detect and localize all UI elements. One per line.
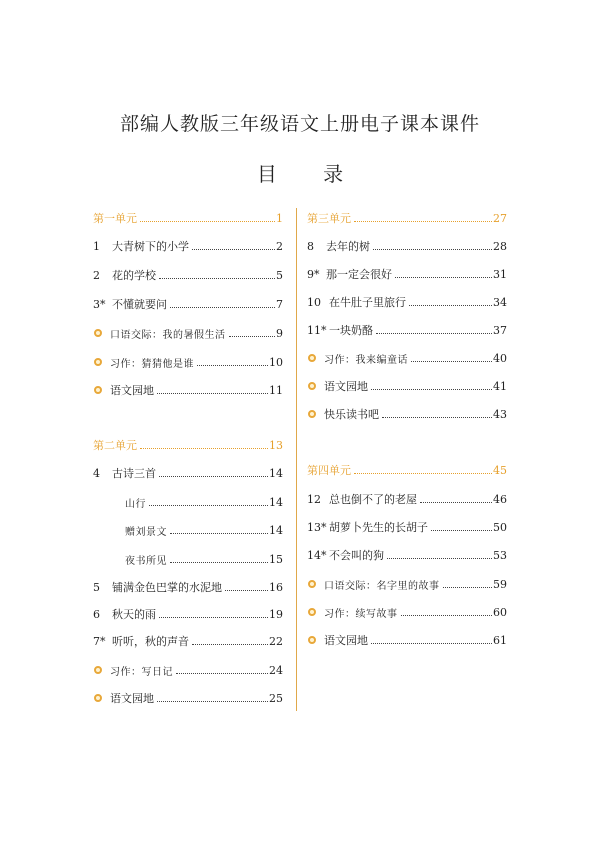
leader-dots	[431, 529, 492, 531]
leader-dots	[157, 392, 268, 394]
unit-heading-3[interactable]	[307, 210, 507, 226]
toc-entry[interactable]	[307, 491, 507, 507]
leader-dots	[409, 304, 492, 306]
toc-entry[interactable]	[307, 632, 507, 648]
lesson-number: 11*	[307, 323, 327, 337]
circle-bullet-icon	[94, 358, 102, 366]
lesson-title: 花的学校	[112, 269, 156, 282]
page-number: 40	[493, 351, 507, 365]
lesson-number: 9*	[307, 267, 320, 281]
toc-entry[interactable]	[307, 238, 507, 254]
toc-entry[interactable]	[307, 266, 507, 282]
toc-subentry[interactable]	[125, 522, 283, 538]
section-title: 快乐读书吧	[324, 408, 379, 421]
section-title: 语文园地	[324, 634, 368, 647]
leader-dots	[192, 248, 275, 250]
poem-title: 山行	[125, 498, 146, 510]
leader-dots	[373, 248, 492, 250]
leader-dots	[420, 501, 492, 503]
leader-dots	[225, 589, 268, 591]
toc-entry[interactable]	[307, 519, 507, 535]
section-title: 语文园地	[324, 380, 368, 393]
toc-entry[interactable]	[307, 406, 507, 422]
leader-dots	[443, 586, 493, 588]
page-number: 46	[493, 492, 507, 506]
page-number: 9	[276, 326, 283, 340]
page-number: 24	[269, 663, 283, 677]
page-number: 1	[276, 211, 283, 225]
page-number: 27	[493, 211, 507, 225]
lesson-number: 10	[307, 295, 321, 309]
toc-entry[interactable]	[307, 547, 507, 563]
toc-entry[interactable]	[93, 606, 283, 622]
document-title: 部编人教版三年级语文上册电子课本课件	[119, 113, 480, 135]
toc-entry[interactable]	[93, 382, 283, 398]
leader-dots	[159, 616, 268, 618]
toc-entry[interactable]	[307, 604, 507, 620]
page-number: 7	[276, 297, 283, 311]
lesson-title: 听听，秋的声音	[112, 635, 189, 648]
toc-entry[interactable]	[307, 378, 507, 394]
page-number: 60	[493, 605, 507, 619]
leader-dots	[140, 220, 275, 222]
lesson-number: 7*	[93, 634, 106, 648]
page-number: 31	[493, 267, 507, 281]
leader-dots	[411, 360, 492, 362]
circle-bullet-icon	[94, 329, 102, 337]
poem-title: 赠刘景文	[125, 526, 167, 538]
lesson-number: 2	[93, 268, 100, 282]
page-number: 10	[269, 355, 283, 369]
leader-dots	[149, 504, 268, 506]
circle-bullet-icon	[94, 666, 102, 674]
lesson-number: 13*	[307, 520, 327, 534]
section-title: 习作：写日记	[110, 666, 173, 678]
unit-heading-4[interactable]	[307, 462, 507, 478]
page-number: 59	[493, 577, 507, 591]
circle-bullet-icon	[308, 580, 316, 588]
unit-heading-2[interactable]	[93, 437, 283, 453]
toc-entry[interactable]	[93, 325, 283, 341]
leader-dots	[170, 532, 268, 534]
leader-dots	[376, 332, 492, 334]
toc-entry[interactable]	[93, 633, 283, 649]
leader-dots	[371, 642, 492, 644]
leader-dots	[140, 447, 268, 449]
page-number: 45	[493, 463, 507, 477]
circle-bullet-icon	[94, 386, 102, 394]
column-divider	[296, 208, 297, 711]
page-number: 34	[493, 295, 507, 309]
page-number: 16	[269, 580, 283, 594]
leader-dots	[387, 557, 492, 559]
circle-bullet-icon	[308, 382, 316, 390]
section-title: 语文园地	[110, 692, 154, 705]
section-title: 口语交际：名字里的故事	[324, 580, 440, 592]
page-number: 25	[269, 691, 283, 705]
toc-entry[interactable]	[93, 296, 283, 312]
lesson-title: 铺满金色巴掌的水泥地	[112, 581, 222, 594]
toc-subentry[interactable]	[125, 494, 283, 510]
page-number: 41	[493, 379, 507, 393]
leader-dots	[382, 416, 492, 418]
lesson-number: 3*	[93, 297, 106, 311]
lesson-title: 在牛肚子里旅行	[329, 296, 406, 309]
page-number: 61	[493, 633, 507, 647]
page-number: 5	[276, 268, 283, 282]
lesson-number: 12	[307, 492, 321, 506]
leader-dots	[229, 335, 276, 337]
page-number: 22	[269, 634, 283, 648]
unit-label: 第二单元	[93, 439, 137, 452]
unit-label: 第一单元	[93, 212, 137, 225]
lesson-title: 去年的树	[326, 240, 370, 253]
section-title: 习作：续写故事	[324, 608, 398, 620]
toc-entry[interactable]	[307, 322, 507, 338]
circle-bullet-icon	[308, 608, 316, 616]
toc-entry[interactable]	[93, 662, 283, 678]
page-number: 14	[269, 523, 283, 537]
toc-entry[interactable]	[93, 579, 283, 595]
toc-subentry[interactable]	[125, 551, 283, 567]
circle-bullet-icon	[94, 694, 102, 702]
lesson-number: 8	[307, 239, 314, 253]
page-number: 2	[276, 239, 283, 253]
leader-dots	[354, 220, 492, 222]
page-number: 14	[269, 466, 283, 480]
leader-dots	[170, 561, 268, 563]
toc-entry[interactable]	[307, 576, 507, 592]
section-title: 习作：猜猜他是谁	[110, 358, 194, 370]
lesson-title: 那一定会很好	[326, 268, 392, 281]
leader-dots	[170, 306, 275, 308]
toc-entry[interactable]	[93, 267, 283, 283]
unit-heading-1[interactable]	[93, 210, 283, 226]
leader-dots	[159, 277, 275, 279]
circle-bullet-icon	[308, 410, 316, 418]
unit-label: 第三单元	[307, 212, 351, 225]
section-title: 口语交际：我的暑假生活	[110, 329, 226, 341]
lesson-title: 大青树下的小学	[112, 240, 189, 253]
page-number: 28	[493, 239, 507, 253]
leader-dots	[401, 614, 493, 616]
page-number: 13	[269, 438, 283, 452]
page-number: 11	[269, 383, 283, 397]
toc-entry[interactable]	[93, 238, 283, 254]
leader-dots	[197, 364, 268, 366]
leader-dots	[371, 388, 492, 390]
lesson-number: 1	[93, 239, 100, 253]
toc-heading: 目 录	[256, 162, 364, 186]
section-title: 语文园地	[110, 384, 154, 397]
unit-label: 第四单元	[307, 464, 351, 477]
toc-entry[interactable]	[93, 354, 283, 370]
lesson-title: 不懂就要问	[112, 298, 167, 311]
lesson-number: 6	[93, 607, 100, 621]
leader-dots	[354, 472, 492, 474]
section-title: 习作：我来编童话	[324, 354, 408, 366]
lesson-title: 总也倒不了的老屋	[329, 493, 417, 506]
leader-dots	[157, 700, 268, 702]
toc-entry[interactable]	[93, 465, 283, 481]
leader-dots	[192, 643, 268, 645]
lesson-number: 5	[93, 580, 100, 594]
poem-title: 夜书所见	[125, 555, 167, 567]
page-number: 43	[493, 407, 507, 421]
page-number: 14	[269, 495, 283, 509]
page-number: 50	[493, 520, 507, 534]
page-number: 53	[493, 548, 507, 562]
toc-entry[interactable]	[307, 294, 507, 310]
lesson-number: 14*	[307, 548, 327, 562]
leader-dots	[159, 475, 268, 477]
lesson-number: 4	[93, 466, 100, 480]
lesson-title: 一块奶酪	[329, 324, 373, 337]
toc-entry[interactable]	[307, 350, 507, 366]
toc-entry[interactable]	[93, 690, 283, 706]
lesson-title: 胡萝卜先生的长胡子	[329, 521, 428, 534]
lesson-title: 古诗三首	[112, 467, 156, 480]
circle-bullet-icon	[308, 354, 316, 362]
page-number: 15	[269, 552, 283, 566]
lesson-title: 不会叫的狗	[329, 549, 384, 562]
lesson-title: 秋天的雨	[112, 608, 156, 621]
page-number: 19	[269, 607, 283, 621]
leader-dots	[176, 672, 268, 674]
page-number: 37	[493, 323, 507, 337]
leader-dots	[395, 276, 492, 278]
circle-bullet-icon	[308, 636, 316, 644]
